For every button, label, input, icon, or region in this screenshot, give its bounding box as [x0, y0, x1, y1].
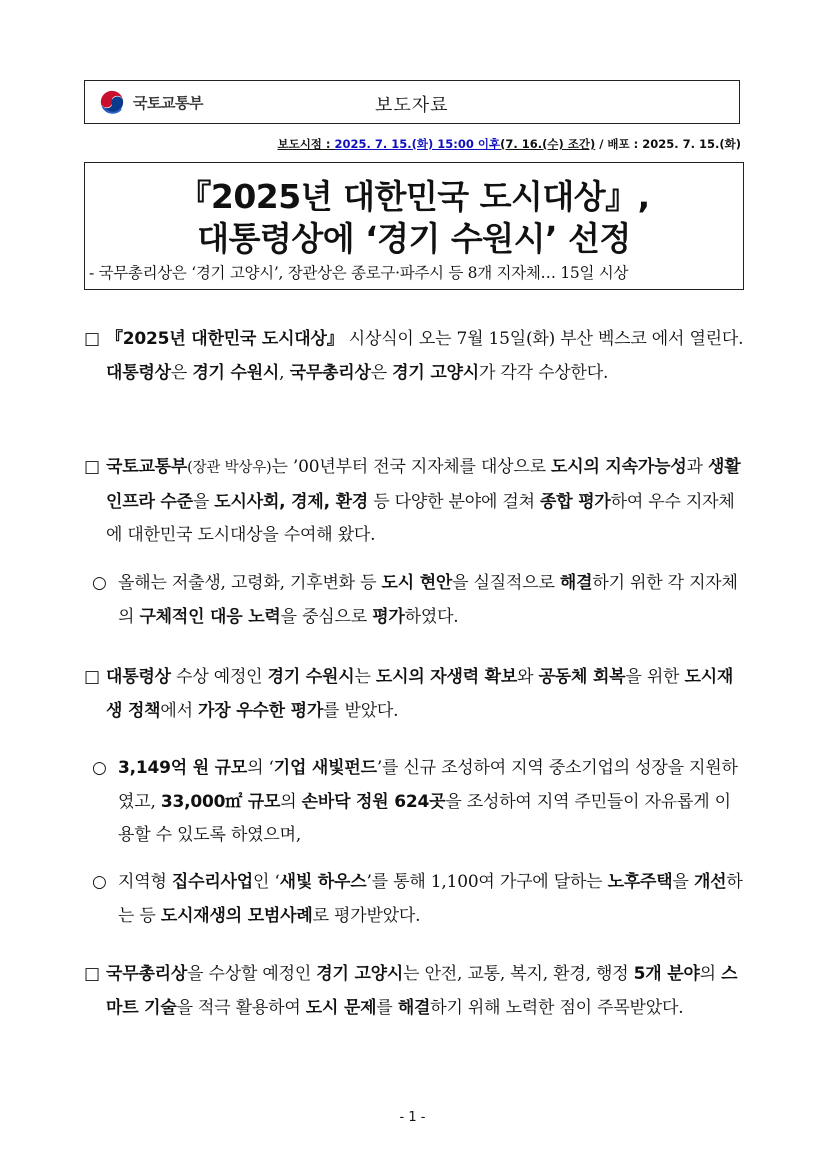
text: 는	[354, 667, 376, 687]
text-bold: 손바닥 정원 624곳	[301, 791, 446, 812]
text-bold: 평가	[372, 606, 405, 627]
text-bold: 도시재생 정책	[106, 667, 734, 721]
text: 을 위한	[625, 667, 685, 687]
text: 의	[280, 791, 302, 812]
text-bold: 스마트 기술	[106, 964, 738, 1018]
taegeuk-emblem-icon	[97, 87, 127, 117]
circle-bullet: ○	[92, 872, 107, 892]
title-box	[84, 162, 744, 290]
text-bold: 『2025년 대한민국 도시대상』	[106, 329, 344, 349]
square-bullet: □	[84, 667, 100, 687]
release-paper: (7. 16.(수) 조간)	[500, 137, 596, 151]
distribution-date: / 배포 : 2025. 7. 15.(화)	[595, 137, 741, 151]
text: ’를 신규 조성하여 지역 중소기업의 성장을 지원하였고,	[118, 758, 738, 812]
ministry-logo	[97, 87, 203, 117]
header-box	[84, 80, 740, 124]
text: 은	[370, 362, 393, 383]
text-bold: 대통령상	[106, 362, 171, 383]
text: 하기 위해 노력한 점이 주목받았다.	[430, 997, 684, 1018]
circle-bullet: ○	[92, 758, 107, 778]
text: ’를 통해 1,100여 가구에 달하는	[366, 872, 608, 892]
text-bold: 경기 고양시	[316, 964, 404, 984]
text-bold: 국토교통부	[106, 457, 188, 477]
text-bold: 해결	[397, 997, 431, 1018]
text: 는 안전, 교통, 복지, 환경, 행정	[403, 964, 634, 984]
text: 을 적극 활용하여	[176, 997, 306, 1018]
text: 가 각각 수상한다.	[479, 362, 609, 383]
text-bold: 5개 분야	[633, 964, 700, 984]
text: 의 ‘	[247, 758, 274, 778]
document-type: 보도자료	[375, 95, 449, 116]
text: 하는 등	[118, 872, 743, 926]
square-bullet: □	[84, 457, 100, 477]
text-bold: 대통령상	[106, 667, 171, 687]
text: ,	[279, 362, 290, 383]
text: 에서	[160, 700, 199, 721]
text: 등 다양한 분야에 걸쳐	[368, 491, 541, 512]
text-bold: 해결	[559, 573, 593, 593]
release-info	[277, 136, 741, 152]
text: 하기 위한 각 지자체의	[118, 573, 738, 627]
text-bold: 종합 평가	[540, 491, 611, 512]
text-bold: 기업 새빛펀드	[273, 758, 377, 778]
text-bold: 구체적인 대응 노력	[139, 606, 281, 627]
text-bold: 경기 수원시	[267, 667, 355, 687]
subheadline: - 국무총리상은 ‘경기 고양시’, 장관상은 종로구·파주시 등 8개 지자체… 15일 시상	[89, 264, 629, 282]
text-bold: 도시의 자생력 확보	[375, 667, 518, 687]
page-number: - 1 -	[399, 1110, 426, 1125]
text: 인 ‘	[253, 872, 280, 892]
text: 을 조성하여 지역 주민들이 자유롭게 이용할 수 있도록 하였으며,	[118, 791, 731, 845]
text: 을 수상할 예정인	[187, 964, 317, 984]
circle-bullet: ○	[92, 573, 107, 593]
text-bold: 도시재생의 모범사례	[160, 905, 313, 926]
text: 을 중심으로	[280, 606, 373, 627]
text-bold: 개선	[693, 872, 727, 892]
text: 을	[192, 491, 215, 512]
paragraph-5	[92, 752, 746, 853]
text: 하였다.	[404, 606, 459, 627]
text-bold: 도시의 지속가능성	[551, 457, 687, 477]
ministry-name: 국토교통부	[133, 93, 203, 112]
text-bold: 33,000㎡ 규모	[160, 791, 281, 812]
paragraph-3	[92, 567, 746, 634]
text-bold: 도시 현안	[381, 573, 453, 593]
text: 는 ’00년부터 전국 지자체를 대상으로	[271, 457, 552, 477]
text: 의	[699, 964, 722, 984]
headline-line-2: 대통령상에 ‘경기 수원시’ 선정	[197, 219, 631, 258]
headline-line-1: 『2025년 대한민국 도시대상』,	[178, 177, 650, 216]
text-bold: 도시사회, 경제, 환경	[214, 491, 369, 512]
square-bullet: □	[84, 964, 100, 984]
text: 수상 예정인	[170, 667, 268, 687]
text: 은	[170, 362, 193, 383]
paragraph-2	[84, 451, 746, 553]
text-bold: 생활 인프라 수준	[106, 457, 741, 512]
text-bold: 공동체 회복	[538, 667, 626, 687]
release-date: 2025. 7. 15.(화) 15:00 이후	[334, 137, 501, 151]
text-bold: 새빛 하우스	[279, 872, 367, 892]
release-label: 보도시점 :	[277, 137, 335, 151]
text: 을 실질적으로	[452, 573, 560, 593]
text: 를	[376, 997, 398, 1018]
text: 하여 우수 지자체에 대한민국 도시대상을 수여해 왔다.	[106, 491, 735, 545]
text-bold: 경기 고양시	[392, 362, 479, 383]
text: 과	[686, 457, 708, 477]
paragraph-4	[84, 661, 746, 728]
text-bold: 도시 문제	[305, 997, 377, 1018]
paragraph-1	[84, 323, 746, 390]
text: 지역형	[118, 872, 172, 892]
text: 를 받았다.	[323, 700, 399, 721]
text: 시상식이 오는 7월 15일(화) 부산 벡스코 에서 열린다.	[343, 329, 744, 349]
text-bold: 집수리사업	[171, 872, 253, 892]
text-bold: 국무총리상	[289, 362, 371, 383]
text-small: (장관 박상우)	[187, 460, 272, 476]
text: 을	[672, 872, 694, 892]
square-bullet: □	[84, 329, 100, 349]
text: 올해는 저출생, 고령화, 기후변화 등	[118, 573, 382, 593]
text: 로 평가받았다.	[312, 905, 421, 926]
text-bold: 3,149억 원 규모	[118, 758, 248, 778]
text-bold: 가장 우수한 평가	[198, 700, 324, 721]
text-bold: 국무총리상	[106, 964, 188, 984]
paragraph-6	[92, 866, 746, 933]
text: 와	[517, 667, 539, 687]
text-bold: 경기 수원시	[192, 362, 280, 383]
text-bold: 노후주택	[607, 872, 673, 892]
paragraph-7	[84, 958, 746, 1025]
